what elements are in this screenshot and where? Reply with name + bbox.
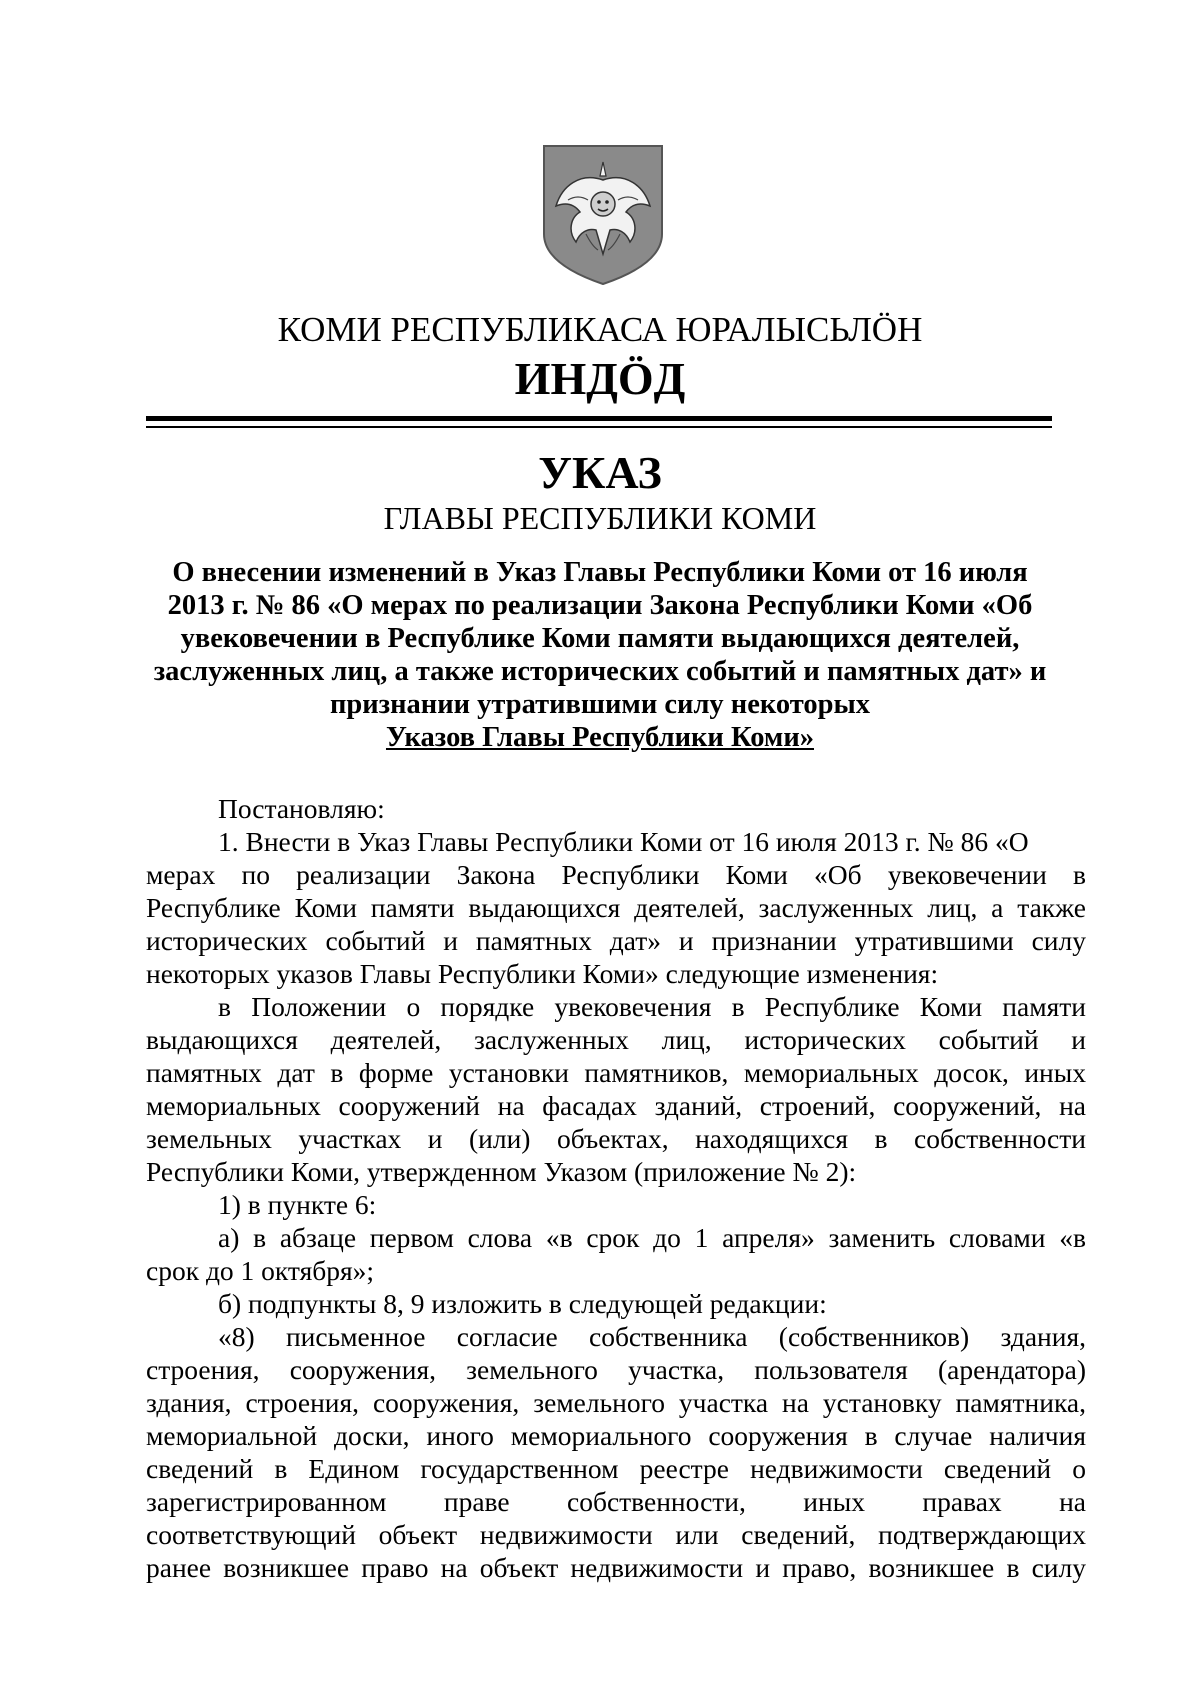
document-issuer: ГЛАВЫ РЕСПУБЛИКИ КОМИ (383, 500, 817, 536)
header-doc-komi: ИНДÖД (514, 353, 686, 404)
header-org-komi: КОМИ РЕСПУБЛИКАСА ЮРАЛЫСЬЛÖН (277, 310, 923, 349)
body-line: 1. Внести в Указ Главы Республики Коми от 16 июля 2013 г. № 86 «О (218, 826, 1029, 857)
body-line: зарегистрированном праве собственности, иных правах на (146, 1486, 1086, 1517)
body-line: мемориальных сооружений на фасадах зданий, строений, сооружений, на (146, 1090, 1086, 1121)
title-line-underlined: Указов Главы Республики Коми» (385, 722, 814, 753)
title-line: заслуженных лиц, а также исторических событий и памятных дат» и (153, 656, 1047, 687)
body-line: в Положении о порядке увековечения в Республике Коми памяти (218, 991, 1086, 1022)
komi-coat-of-arms-icon (540, 142, 666, 288)
body-line: Постановляю: (218, 793, 385, 824)
title-line: О внесении изменений в Указ Главы Республики Коми от 16 июля (172, 557, 1028, 588)
title-line: признании утратившими силу некоторых (329, 689, 871, 720)
body-line: сведений в Едином государственном реестре недвижимости сведений о (146, 1453, 1086, 1484)
body-line: строения, сооружения, земельного участка, пользователя (арендатора) (146, 1354, 1086, 1385)
body-line: соответствующий объект недвижимости или сведений, подтверждающих (146, 1519, 1086, 1550)
body-line: исторических событий и памятных дат» и признании утратившими силу (146, 925, 1086, 956)
body-line: б) подпункты 8, 9 изложить в следующей редакции: (218, 1288, 827, 1319)
header-divider-thick (146, 416, 1052, 421)
document-type: УКАЗ (538, 447, 662, 498)
body-line: срок до 1 октября»; (146, 1255, 375, 1286)
document-title (146, 556, 1054, 754)
body-line: выдающихся деятелей, заслуженных лиц, исторических событий и (146, 1024, 1086, 1055)
body-line: Республике Коми памяти выдающихся деятелей, заслуженных лиц, а также (146, 892, 1086, 923)
title-line: увековечении в Республике Коми памяти выдающихся деятелей, (180, 623, 1020, 654)
body-line: здания, строения, сооружения, земельного участка на установку памятника, (146, 1387, 1086, 1418)
body-line: мерах по реализации Закона Республики Коми «Об увековечении в (146, 859, 1086, 890)
header-divider-thin (146, 426, 1052, 428)
body-line: памятных дат в форме установки памятников, мемориальных досок, иных (146, 1057, 1086, 1088)
body-line: 1) в пункте 6: (218, 1189, 377, 1220)
body-line: ранее возникшее право на объект недвижимости и право, возникшее в силу (146, 1552, 1086, 1583)
body-line: Республики Коми, утвержденном Указом (приложение № 2): (146, 1156, 857, 1187)
body-line: «8) письменное согласие собственника (собственников) здания, (218, 1321, 1086, 1352)
body-line: мемориальной доски, иного мемориального сооружения в случае наличия (146, 1420, 1086, 1451)
body-line: а) в абзаце первом слова «в срок до 1 апреля» заменить словами «в (218, 1222, 1086, 1253)
body-line: земельных участках и (или) объектах, находящихся в собственности (146, 1123, 1086, 1154)
title-line: 2013 г. № 86 «О мерах по реализации Закона Республики Коми «Об (167, 590, 1033, 621)
body-line: некоторых указов Главы Республики Коми» следующие изменения: (146, 958, 939, 989)
document-body (146, 792, 1086, 1584)
